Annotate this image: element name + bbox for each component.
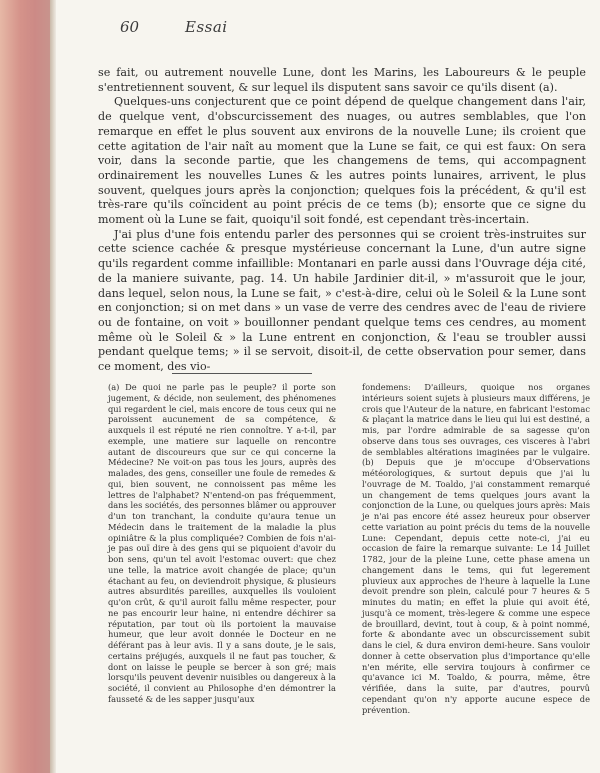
paragraph: Quelques-uns conjecturent que ce point dépend de quelque changement dans l'air, de quelque vent, d'obscurcissement des nuages, ou autres semblables, que l'on remarque en effet le plus souvent aux environs de la nouvelle Lune; ils croient que cette agitation de l'air naît au moment que la Lune se fait, ce qui est faux: On sera voir, dans la seconde partie, que les changemens de tems, qui accompagnent ordinairement les nouvelles Lunes & les autres points lunaires, arrivent, le plus souvent, quelques jours après la conjonction; quelques fois la précédent, & qu'il est très-rare qu'ils coïncident au point précis de ce tems (b); ensorte que ce signe du moment où la Lune se fait, quoiqu'il soit fondé, est cependant très-incertain. xyxy=(98,95,586,227)
running-title: Essai xyxy=(185,18,228,36)
paragraph: J'ai plus d'une fois entendu parler des personnes qui se croient très-instruites sur cette science cachée & presque mystérieuse concernant la Lune, d'un autre signe qu'ils regardent comme infaillible: Montanari en parle aussi dans l'Ouvrage déja cité, de la maniere suivante, pag. 14. Un habile Jardinier dit-il, » m'assuroit que le jour, dans lequel, selon nous, la Lune se fait, » c'est-à-dire, celui où le Soleil & la Lune sont en conjonction; si on met dans » un vase de verre des cendres avec de l'eau de riviere ou de fontaine, on voit » bouillonner pendant quelque tems ces cendres, au moment même où le Soleil & » la Lune entrent en conjonction, & l'eau se troubler aussi pendant quelque tems; » il se servoit, disoit-il, de cette observation pour semer, dans ce moment, des vio- xyxy=(98,227,586,374)
main-text xyxy=(98,66,586,375)
paragraph: se fait, ou autrement nouvelle Lune, dont les Marins, les Laboureurs & le peuple s'entretiennent souvent, & sur lequel ils disputent sans savoir ce qu'ils disent (a). xyxy=(98,66,586,94)
footnote-column-right: fondemens: D'ailleurs, quoique nos organes intérieurs soient sujets à plusieurs maux différens, je crois que l'Auteur de la nature, en fabricant l'estomac & plaçant la matrice dans le lieu qui lui est destiné, a mis, par l'ordre admirable de sa sagesse qu'on observe dans tous ses ouvrages, ces visceres à l'abri de semblables altérations imaginées par le vulgaire. (b) Depuis que je m'occupe d'Observations météorologiques, & surtout depuis que j'ai lu l'ouvrage de M. Toaldo, j'ai constamment remarqué un changement de tems quelques jours avant la conjonction de la Lune, ou quelques jours après: Mais je n'ai pas encore été assez heureux pour observer cette variation au point précis du tems de la nouvelle Lune: Cependant, depuis cette note-ci, j'ai eu occasion de faire la remarque suivante: Le 14 Juillet 1782, jour de la pleine Lune, cette phase amena un changement dans le tems, qui fut legerement pluvieux aux approches de l'heure à laquelle la Lune devoit prendre son plein, calculé pour 7 heures & 5 minutes du matin; en effet la pluie qui avoit été, jusqu'à ce moment, très-legere & comme une espece de brouillard, devint, tout à coup, & à point nommé, forte & abondante avec un obscurcissement subit dans le ciel, & dura environ demi-heure. Sans vouloir donner à cette observation plus d'importance qu'elle n'en mérite, elle servira toujours à confirmer ce qu'avance ici M. Toaldo, & pourra, même, être vérifiée, dans la suite, par d'autres, pourvû cependant qu'on n'y apporte aucune espece de prévention. xyxy=(362,382,590,715)
footnote-column-left: (a) De quoi ne parle pas le peuple? il porte son jugement, & décide, non seulement, des phénomenes qui regardent le ciel, mais encore de tous ceux qui ne paroissent aucunement de sa compétence, & auxquels il est réputé ne rien connoître. Y a-t-il, par exemple, une matiere sur laquelle on rencontre autant de discoureurs que sur ce qui concerne la Médecine? Ne voit-on pas tous les jours, auprès des malades, des gens, conseiller une foule de remedes & qui, bien souvent, ne connoissent pas même les lettres de l'alphabet? N'entend-on pas fréquemment, dans les sociétés, des personnes blâmer ou approuver d'un ton tranchant, la conduite qu'aura tenue un Médecin dans le traitement de la maladie la plus opiniâtre & la plus compliquée? Combien de fois n'ai-je pas ouï dire à des gens qui se piquoient d'avoir du bon sens, qu'un tel avoit l'estomac ouvert: que chez une telle, la matrice avoit changée de place; qu'un étachant au feu, on deviendroit physique, & plusieurs autres absurdités pareilles, auxquelles ils vouloient qu'on crût, & qu'il auroit fallu même respecter, pour ne pas encourir leur haine, ni entendre déchirer sa réputation, par tout où ils portoient la mauvaise humeur, que leur avoit donnée le Docteur en ne déférant pas à leur avis. Il y a sans doute, je le sais, certains préjugés, auxquels il ne faut pas toucher, & dont on laisse le peuple se bercer à son gré; mais lorsqu'ils peuvent devenir nuisibles ou dangereux à la société, il convient au Philosophe d'en démontrer la fausseté & de les sapper jusqu'aux xyxy=(108,382,336,704)
page-number: 60 xyxy=(120,18,140,36)
book-spine xyxy=(0,0,50,773)
footnote-rule xyxy=(172,373,312,374)
footnotes xyxy=(108,382,590,715)
